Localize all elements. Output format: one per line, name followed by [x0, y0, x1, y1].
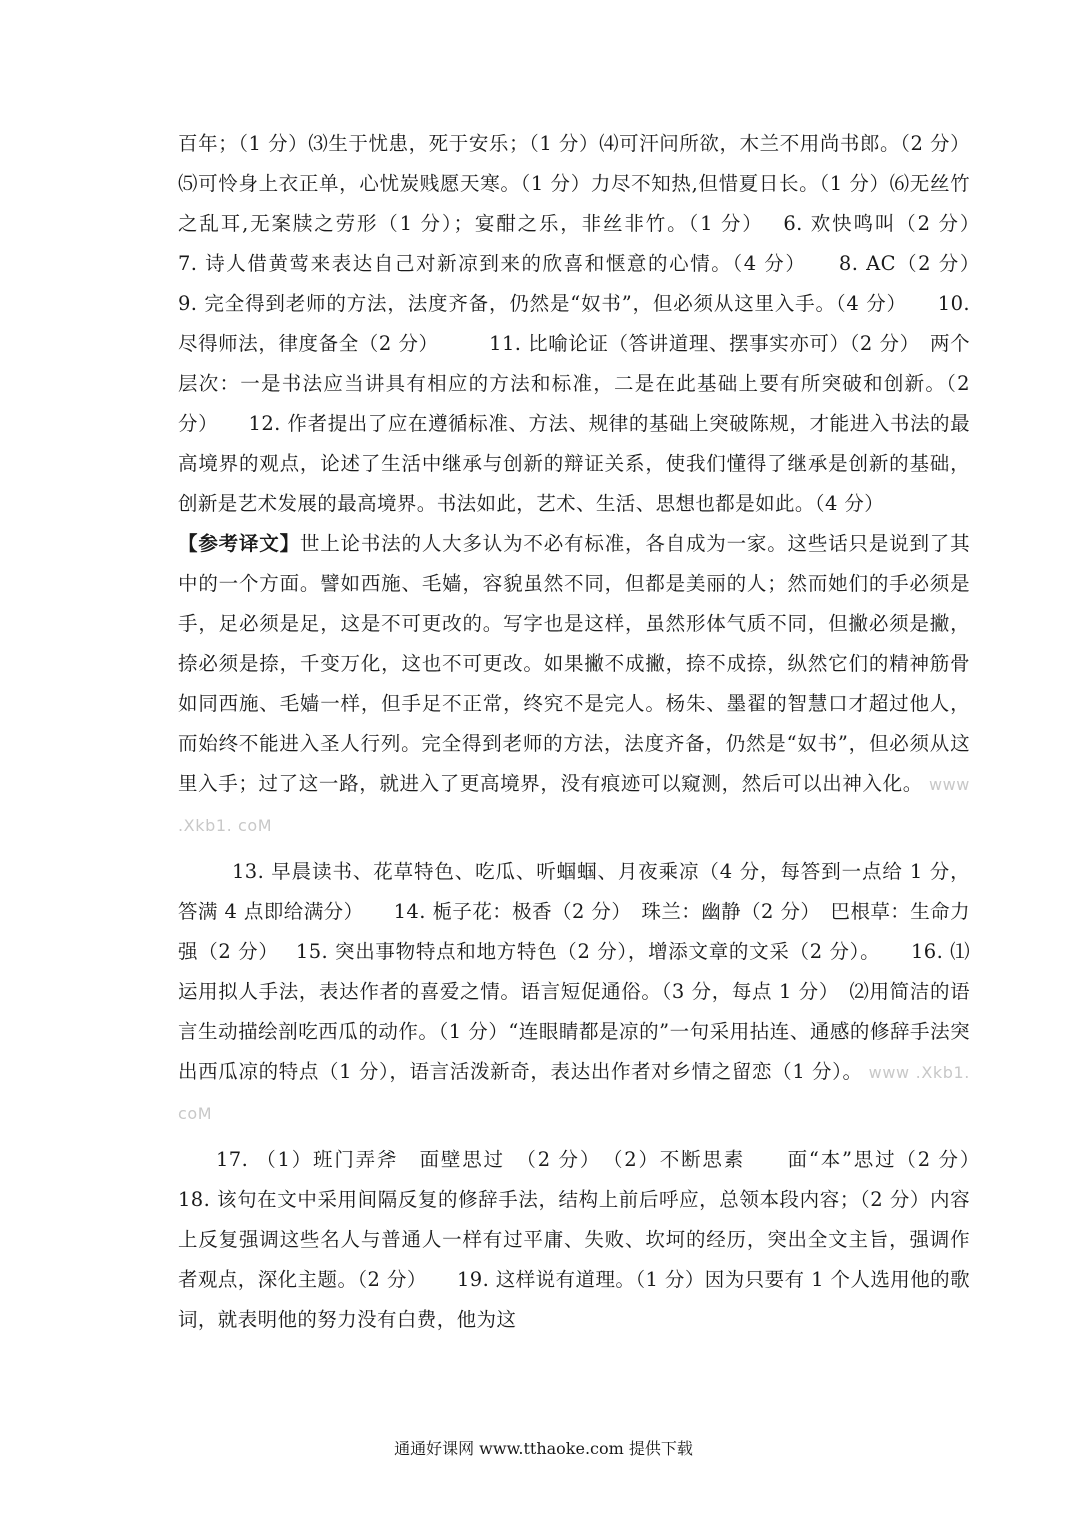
answers-paragraph-3-text: 13. 早晨读书、花草特色、吃瓜、听蝈蝈、月夜乘凉（4 分，每答到一点给 1 分，答满 4 点即给满分） 14. 栀子花：极香（2 分） 珠兰：幽静（2 分） 巴根草：生命力强（2 分） 15. 突出事物特点和地方特色（2 分），增添文章的文采（2 分）。 16. ⑴运用拟人手法，表达作者的喜爱之情。语言短促通俗。（3 分，每点 1 分） ⑵用简洁的语言生动描绘剖吃西瓜的动作。（1 分）“连眼睛都是凉的”一句采用拈连、通感的修辞手法突出西瓜凉的特点（1 分），语言活泼新奇，表达出作者对乡情之留恋（1 分）。 — [178, 860, 970, 1083]
answers-paragraph-3 — [178, 852, 970, 1134]
answers-paragraph-4: 17. （1）班门弄斧 面壁思过 （2 分） （2）不断思素 面“本”思过（2 分） 18. 该句在文中采用间隔反复的修辞手法，结构上前后呼应，总领本段内容；（2 分）内容上反复强调这些名人与普通人一样有过平庸、失败、坎坷的经历，突出全文主旨，强调作者观点，深化主题。（2 分） 19. 这样说有道理。（1 分）因为只要有 1 个人选用他的歌词，就表明他的努力没有白费，他为这 — [178, 1148, 1030, 1331]
answer-sheet — [178, 124, 1030, 1340]
translation-label: 【参考译文】 — [178, 532, 300, 555]
watermark-text: www .Xkb1. coM — [178, 1063, 970, 1123]
translation-paragraph — [178, 524, 970, 846]
page-footer: 通通好课网 www.tthaoke.com 提供下载 — [394, 1439, 693, 1458]
answers-paragraph-1: 百年；（1 分）⑶生于忧患，死于安乐；（1 分）⑷可汗问所欲，木兰不用尚书郎。（2 分）⑸可怜身上衣正单，心忧炭贱愿天寒。（1 分）力尽不知热,但惜夏日长。（1 分）⑹无丝竹之乱耳,无案牍之劳形（1 分）；宴酣之乐，非丝非竹。（1 分） 6. 欢快鸣叫（2 分） 7. 诗人借黄莺来表达自己对新凉到来的欣喜和惬意的心情。（4 分） 8. AC（2 分） 9. 完全得到老师的方法，法度齐备，仍然是“奴书”，但必须从这里入手。（4 分） 10. 尽得师法，律度备全（2 分） 11. 比喻论证（答讲道理、摆事实亦可）（2 分） 两个层次：一是书法应当讲具有相应的方法和标准，二是在此基础上要有所突破和创新。（2 分） 12. 作者提出了应在遵循标准、方法、规律的基础上突破陈规，才能进入书法的最高境界的观点，论述了生活中继承与创新的辩证关系，使我们懂得了继承是创新的基础，创新是艺术发展的最高境界。书法如此，艺术、生活、思想也都是如此。（4 分） — [178, 132, 1030, 515]
watermark-text: www .Xkb1. coM — [178, 775, 970, 835]
translation-text: 世上论书法的人大多认为不必有标准，各自成为一家。这些话只是说到了其中的一个方面。譬如西施、毛嫱，容貌虽然不同，但都是美丽的人；然而她们的手必须是手，足必须是足，这是不可更改的。写字也是这样，虽然形体气质不同，但撇必须是撇，捺必须是捺，千变万化，这也不可更改。如果撇不成撇，捺不成捺，纵然它们的精神筋骨如同西施、毛嫱一样，但手足不正常，终究不是完人。杨朱、墨翟的智慧口才超过他人，而始终不能进入圣人行列。完全得到老师的方法，法度齐备，仍然是“奴书”，但必须从这里入手；过了这一路，就进入了更高境界，没有痕迹可以窥测，然后可以出神入化。 — [178, 532, 971, 795]
